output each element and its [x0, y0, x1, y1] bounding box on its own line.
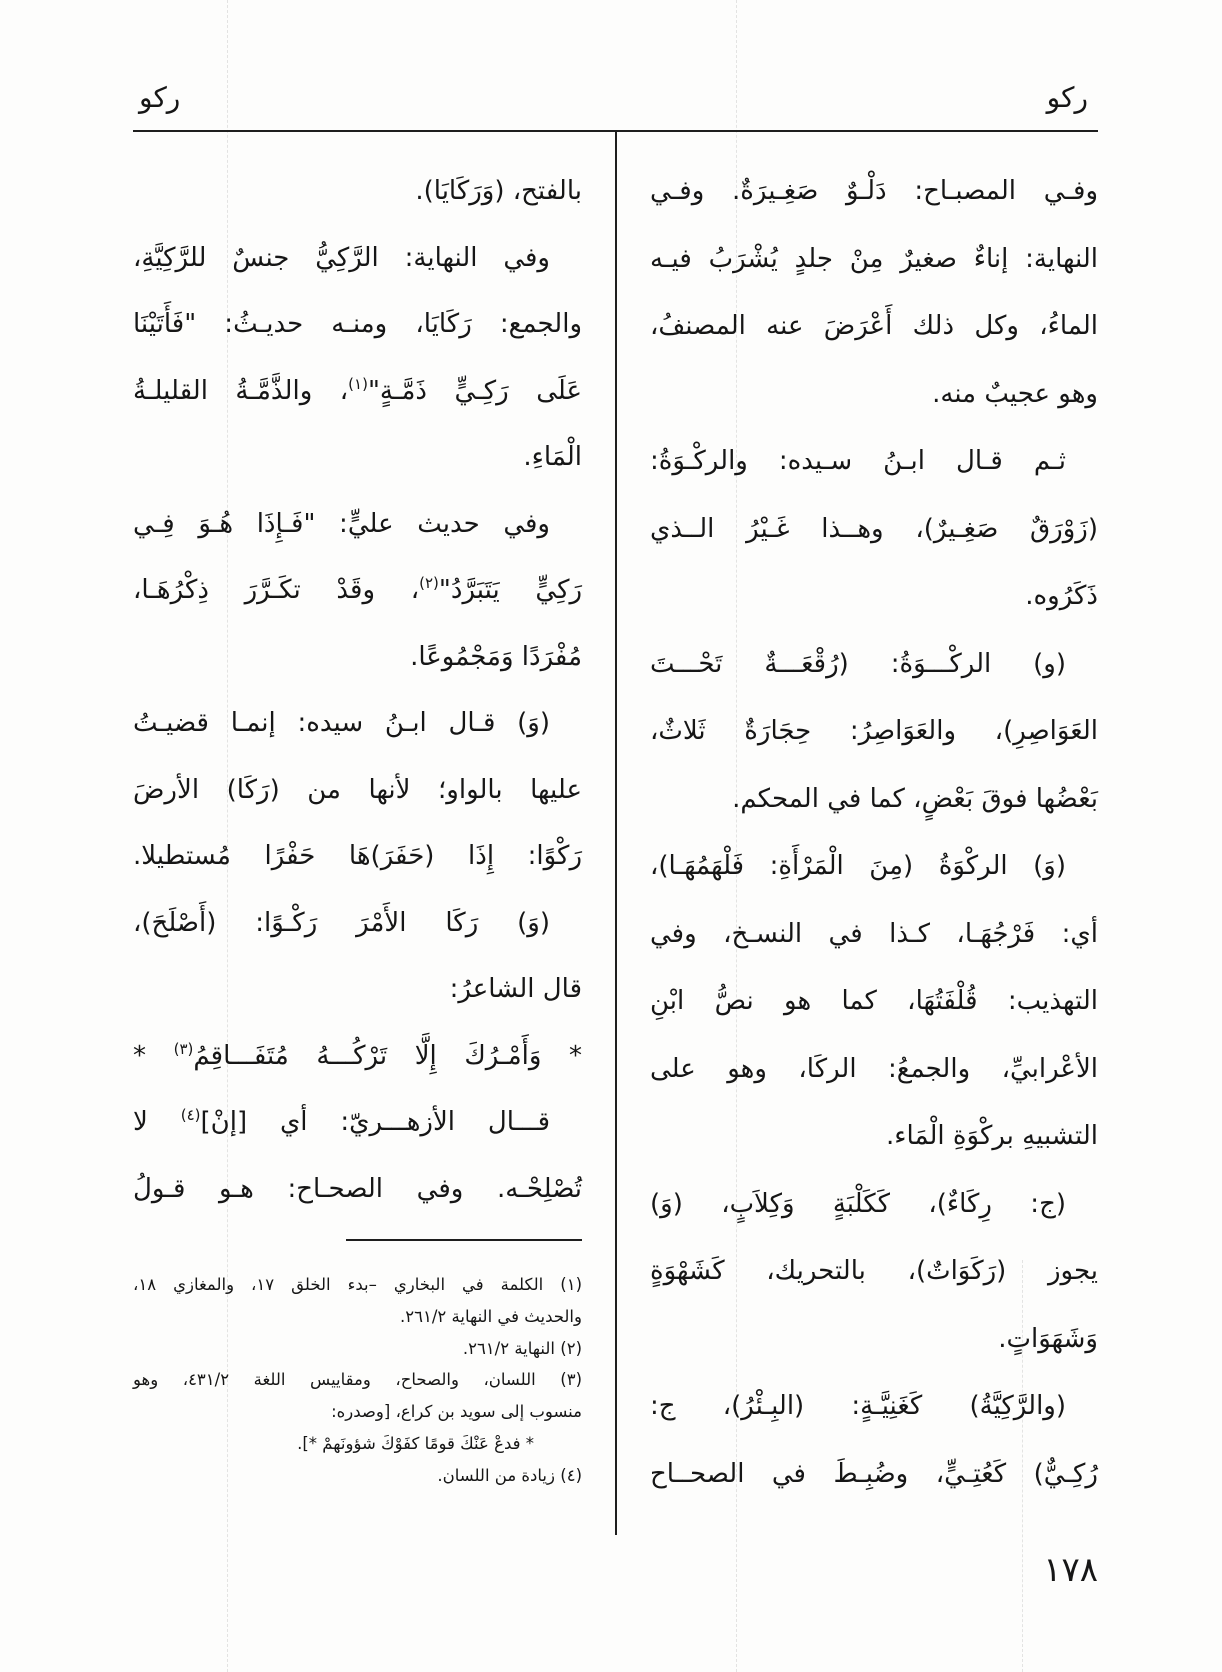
footnote-line: (١) الكلمة في البخاري –بدء الخلق ١٧، والمغازي ١٨،	[133, 1275, 582, 1294]
text-line: والجمع: رَكَايَا، ومنـه حديـثُ: "فَأَتَيْنَا	[133, 309, 582, 339]
text-line: أي: فَرْجُهَـا، كـذا في النسـخ، وفي	[650, 918, 1098, 949]
text-line: مُفْرَدًا وَمَجْمُوعًا.	[410, 641, 582, 672]
text-line: الْمَاءِ.	[523, 442, 582, 472]
text-line: تُصْلِحْـه. وفي الصحـاح: هـو قـولُ	[133, 1173, 582, 1204]
running-header-right: ركو	[1046, 81, 1088, 114]
text-line: الأعْرابيِّ، والجمعُ: الركَا، وهو على	[650, 1053, 1098, 1084]
footnote-line: (٤) زيادة من اللسان.	[437, 1465, 582, 1485]
text-line: وفي حديث عليٍّ: "فَـإِذَا هُـوَ فِـي	[133, 508, 550, 539]
text-line: رَكْوًا: إِذَا (حَفَرَ)هَا حَفْرًا مُستطيلا.	[133, 841, 582, 871]
text-line: (وَ) رَكَا الأَمْرَ رَكْـوًا: (أَصْلَحَ)،	[133, 907, 550, 938]
text-segment: ، والذَّمَّـةُ القليلـةُ	[133, 375, 349, 406]
text-line: الماءُ، وكل ذلك أَعْرَضَ عنه المصنفُ،	[650, 311, 1098, 341]
text-line: ذَكَرُوه.	[1025, 581, 1098, 611]
text-line	[133, 1089, 582, 1156]
text-line: وهو عجيبٌ منه.	[932, 378, 1098, 409]
left-column	[133, 158, 582, 1222]
text-segment: * وَأَمْـرُكَ إِلَّا تَرْكُـــهُ مُتَفَـــاقِمُ	[193, 1040, 582, 1071]
verse-line	[133, 1023, 582, 1090]
footnote-ref: (١)	[348, 374, 368, 393]
text-line: (وَ) الركْوَةُ (مِنَ الْمَرْأَةِ: فَلْهَمُهَـا)،	[650, 851, 1066, 881]
footnote-verse-line: * فدعْ عَنْكَ قومًا كفَوْكَ شؤونَهمْ *].	[297, 1433, 534, 1453]
page-number: ١٧٨	[1043, 1550, 1098, 1590]
text-line: (ج: رِكَاءٌ)، كَكَلْبَةٍ وَكِلاَبٍ، (وَ)	[650, 1188, 1066, 1219]
column-divider	[615, 131, 617, 1535]
text-line: (وَ) قـال ابـنُ سيده: إنمـا قضيـتُ	[133, 708, 550, 738]
text-segment: لا	[133, 1107, 181, 1137]
text-line: ثـم قـال ابـنُ سـيده: والركْـوَةُ:	[650, 446, 1066, 476]
text-segment: عَلَى رَكِـيٍّ ذَمَّـةٍ"	[367, 375, 582, 406]
footnote-rule	[346, 1239, 582, 1241]
text-line: عليها بالواو؛ لأنها من (رَكَا) الأرضَ	[133, 774, 582, 805]
text-line: قال الشاعرُ:	[449, 974, 582, 1004]
running-header-left: ركو	[139, 81, 181, 114]
text-line: (والرَّكِيَّةُ) كَغَنِيَّـةٍ: (البِـئْرُ)، ج:	[650, 1391, 1066, 1421]
text-segment: رَكِيٍّ يَتَبَرَّدُ"	[438, 575, 582, 605]
text-line: رُكِـيٌّ) كَعُتِـيٍّ، وضُبِـطَ في الصحــاح	[650, 1458, 1098, 1489]
text-line	[133, 557, 582, 624]
text-line: التشبيهِ بركْوَةِ الْمَاء.	[886, 1121, 1098, 1151]
footnote-line: والحديث في النهاية ٢٦١/٢.	[400, 1306, 582, 1326]
footnote-line: (٣) اللسان، والصحاح، ومقاييس اللغة ٤٣١/٢، وهو	[133, 1370, 582, 1390]
text-line: وَشَهَوَاتٍ.	[998, 1323, 1098, 1354]
text-line: (زَوْرَقٌ صَغِـيرٌ)، وهــذا غَـيْرُ الــذي	[650, 513, 1098, 544]
footnote-ref: (٣)	[173, 1039, 194, 1058]
text-segment: *	[133, 1040, 174, 1071]
right-column	[650, 158, 1098, 1508]
text-line: التهذيب: قُلْفَتُهَا، كما هو نصُّ ابْنِ	[650, 986, 1098, 1016]
footnote-line: منسوب إلى سويد بن كراع، [وصدره:	[331, 1402, 582, 1422]
footnote-ref: (٤)	[180, 1106, 201, 1124]
text-line: النهاية: إناءٌ صغيرٌ مِنْ جلدٍ يُشْرَبُ فيـه	[650, 243, 1098, 274]
text-line: بالفتح، (وَرَكَايَا).	[415, 176, 582, 206]
text-line	[133, 358, 582, 425]
footnote-ref: (٢)	[419, 574, 439, 592]
text-segment: قـــال الأزهـــريّ: أي [إنْ]	[200, 1107, 550, 1137]
text-line: وفـي المصبـاح: دَلْـوٌ صَغِـيرَةٌ. وفـي	[650, 176, 1098, 206]
footnote-line: (٢) النهاية ٢٦١/٢.	[462, 1338, 582, 1358]
text-segment: ، وقَدْ تكَـرَّرَ ذِكْرُهَـا،	[133, 575, 420, 605]
text-line: (و) الركْـــوَةُ: (رُقْعَـــةٌ تَحْـــتَ	[650, 648, 1066, 679]
text-line: بَعْضُها فوقَ بَعْضٍ، كما في المحكم.	[732, 783, 1098, 814]
text-line: يجوز (رَكَوَاتٌ)، بالتحريك، كَشَهْوَةٍ	[650, 1256, 1098, 1286]
text-line: العَوَاصِرِ)، والعَوَاصِرُ: حِجَارَةٌ ثَلاثٌ،	[650, 716, 1098, 746]
text-line: وفي النهاية: الرَّكِيُّ جنسٌ للرَّكِيَّةِ،	[133, 242, 550, 273]
footnotes	[133, 1269, 582, 1492]
